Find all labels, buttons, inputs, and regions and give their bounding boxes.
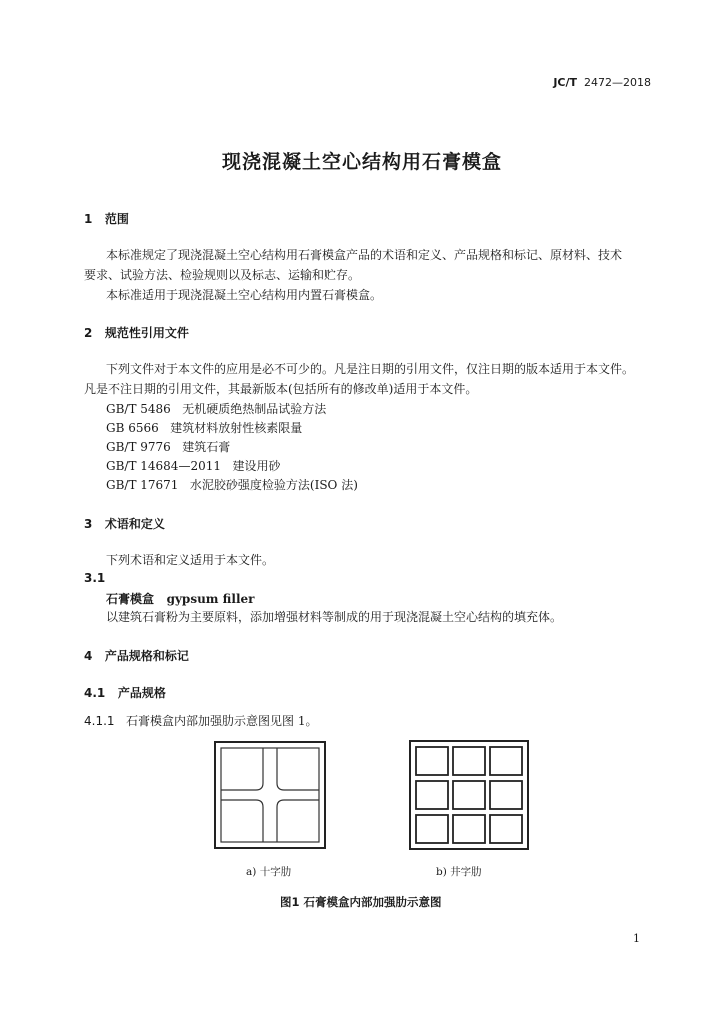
- paragraph: 下列术语和定义适用于本文件。: [106, 553, 275, 567]
- paragraph: 下列文件对于本文件的应用是必不可少的。凡是注日期的引用文件，仅注日期的版本适用于本文件。: [106, 362, 635, 376]
- paragraph: 要求、试验方法、检验规则以及标志、运输和贮存。: [84, 268, 361, 282]
- clause-text: [84, 712, 317, 729]
- term-chinese: 石膏模盒: [106, 592, 155, 606]
- cross-rib-diagram: [214, 741, 326, 849]
- section-title: 产品规格和标记: [104, 649, 189, 663]
- section-1-heading: [84, 210, 129, 227]
- paragraph: 凡是不注日期的引用文件，其最新版本(包括所有的修改单)适用于本文件。: [84, 382, 478, 396]
- figure-caption-a: a) 十字肋: [246, 866, 292, 878]
- clause-number: 4.1.1: [84, 714, 115, 728]
- reference-name: 水泥胶砂强度检验方法(ISO 法): [189, 478, 358, 492]
- reference-item: [106, 400, 326, 417]
- term-definition: 以建筑石膏粉为主要原料，添加增强材料等制成的用于现浇混凝土空心结构的填充体。: [106, 610, 563, 624]
- reference-item: [106, 419, 302, 436]
- page-number: 1: [633, 932, 640, 945]
- section-number: 2: [84, 326, 93, 340]
- reference-code: GB 6566: [106, 421, 159, 435]
- reference-code: GB/T 5486: [106, 402, 171, 416]
- figure-caption-b: b) 井字肋: [436, 866, 482, 878]
- reference-name: 建设用砂: [232, 459, 281, 473]
- section-3-heading: [84, 515, 165, 532]
- reference-name: 无机硬质绝热制品试验方法: [182, 402, 327, 416]
- section-number: 1: [84, 212, 93, 226]
- section-number: 3: [84, 517, 93, 531]
- subsection-heading: [84, 684, 166, 701]
- grid-rib-diagram: [409, 740, 529, 850]
- subsection-title: 产品规格: [117, 686, 166, 700]
- section-title: 范围: [104, 212, 129, 226]
- reference-name: 建筑材料放射性核素限量: [170, 421, 303, 435]
- section-2-heading: [84, 324, 189, 341]
- subsection-number: 4.1: [84, 686, 106, 700]
- reference-code: GB/T 17671: [106, 478, 179, 492]
- term-number: 3.1: [84, 571, 106, 585]
- reference-item: [106, 457, 280, 474]
- section-title: 术语和定义: [104, 517, 165, 531]
- document-title: 现浇混凝土空心结构用石膏模盒: [221, 151, 502, 173]
- paragraph: 本标准适用于现浇混凝土空心结构用内置石膏模盒。: [106, 288, 383, 302]
- figure-title: 图1 石膏模盒内部加强肋示意图: [280, 895, 442, 909]
- reference-item: [106, 476, 358, 493]
- paragraph: 本标准规定了现浇混凝土空心结构用石膏模盒产品的术语和定义、产品规格和标记、原材料、技术: [106, 248, 623, 262]
- clause-body: 石膏模盒内部加强肋示意图见图 1。: [126, 714, 318, 728]
- section-4-heading: [84, 647, 189, 664]
- section-number: 4: [84, 649, 93, 663]
- reference-code: GB/T 9776: [106, 440, 171, 454]
- term-heading: [106, 590, 254, 607]
- section-title: 规范性引用文件: [104, 326, 189, 340]
- reference-item: [106, 438, 230, 455]
- reference-code: GB/T 14684—2011: [106, 459, 221, 473]
- reference-name: 建筑石膏: [182, 440, 231, 454]
- standard-number: JC/T 2472—2018: [553, 76, 651, 89]
- term-english: gypsum filler: [166, 592, 255, 606]
